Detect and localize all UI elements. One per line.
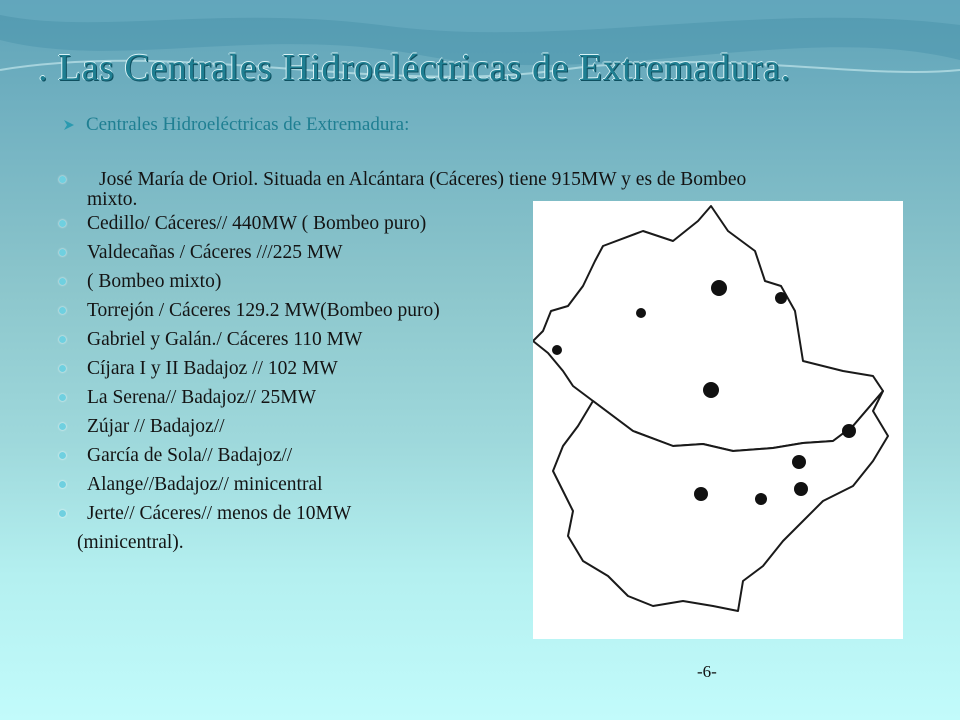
arrow-bullet-icon <box>62 118 76 132</box>
bullet-dot-icon <box>59 394 66 401</box>
map-of-extremadura <box>533 201 903 639</box>
list-item-text: ( Bombeo mixto) <box>87 271 222 292</box>
list-item-oriol-line2: mixto. <box>87 189 138 210</box>
bullet-dot-icon <box>59 220 66 227</box>
list-item-text: Jerte// Cáceres// menos de 10MW <box>87 503 352 524</box>
bullet-dot-icon <box>59 481 66 488</box>
subheading-text: Centrales Hidroeléctricas de Extremadura: <box>86 114 410 135</box>
plant-dot <box>842 424 856 438</box>
slide-title: . Las Centrales Hidroeléctricas de Extremadura. <box>38 47 791 89</box>
subheading <box>62 114 409 136</box>
list-item-text: Torrejón / Cáceres 129.2 MW(Bombeo puro) <box>87 300 440 321</box>
list-item-text: La Serena// Badajoz// 25MW <box>87 387 317 408</box>
plant-dot <box>755 493 767 505</box>
plant-dot <box>711 280 727 296</box>
bullet-dot-icon <box>59 365 66 372</box>
plant-dot <box>703 382 719 398</box>
list-item-text: Cíjara I y II Badajoz // 102 MW <box>87 358 338 379</box>
bullet-dot-icon <box>59 278 66 285</box>
plant-dot <box>775 292 787 304</box>
bullet-dot-icon <box>59 176 66 183</box>
bullet-dot-icon <box>59 307 66 314</box>
list-item-text: Cedillo/ Cáceres// 440MW ( Bombeo puro) <box>87 213 427 234</box>
list-item-text: (minicentral). <box>77 532 184 553</box>
map-graphic <box>533 201 903 639</box>
plant-dot <box>792 455 806 469</box>
list-item-text: García de Sola// Badajoz// <box>87 445 293 466</box>
plant-dot <box>694 487 708 501</box>
list-item-text: Gabriel y Galán./ Cáceres 110 MW <box>87 329 363 350</box>
list-item-text: Alange//Badajoz// minicentral <box>87 474 323 495</box>
bullet-dot-icon <box>59 510 66 517</box>
plant-dot <box>636 308 646 318</box>
list-item-oriol-line1: José María de Oriol. Situada en Alcántara (Cáceres) tiene 915MW y es de Bombeo <box>99 169 747 190</box>
bullet-dot-icon <box>59 452 66 459</box>
bullet-dot-icon <box>59 249 66 256</box>
plant-dot <box>552 345 562 355</box>
bullet-dot-icon <box>59 423 66 430</box>
plant-dot <box>794 482 808 496</box>
list-item-text: Zújar // Badajoz// <box>87 416 225 437</box>
list-item-text: Valdecañas / Cáceres ///225 MW <box>87 242 343 263</box>
page-number: -6- <box>697 662 717 681</box>
bullet-dot-icon <box>59 336 66 343</box>
